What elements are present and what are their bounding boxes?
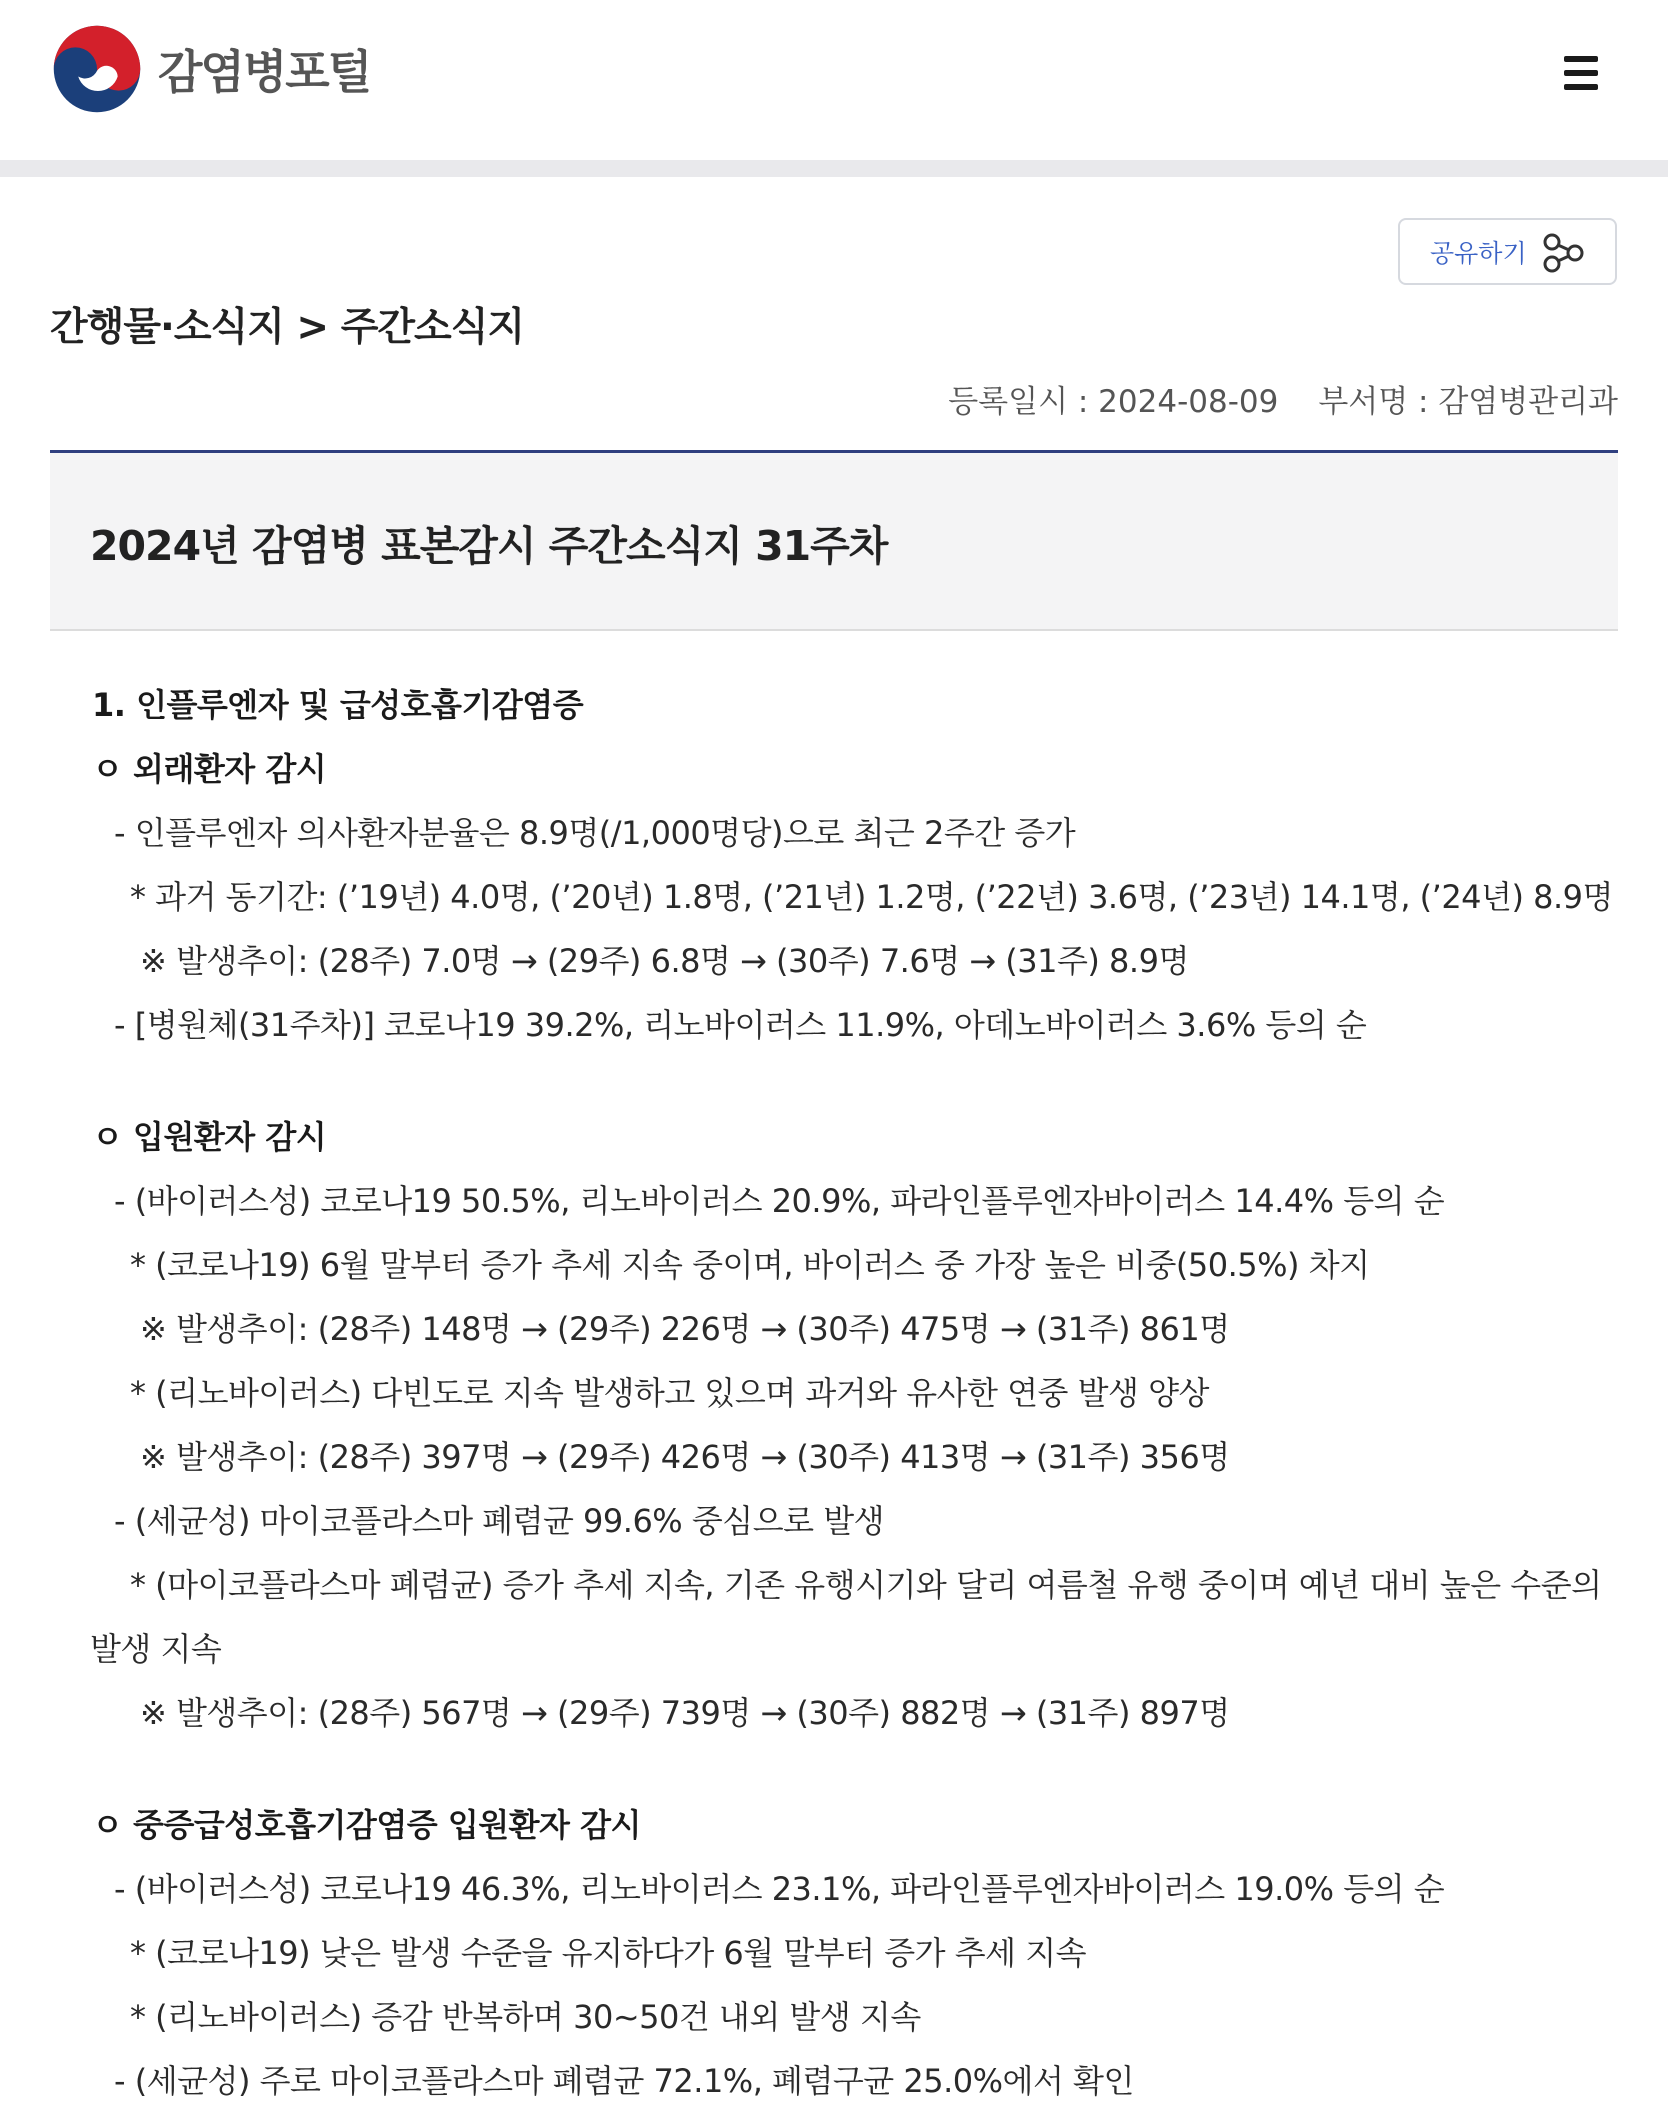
body-line: - (바이러스성) 코로나19 46.3%, 리노바이러스 23.1%, 파라인플루엔자바이러스 19.0% 등의 순	[114, 1870, 1445, 1908]
body-line: - (세균성) 마이코플라스마 폐렴균 99.6% 중심으로 발생	[114, 1502, 885, 1540]
body-line: * (코로나19) 6월 말부터 증가 추세 지속 중이며, 바이러스 중 가장 높은 비중(50.5%) 차지	[130, 1246, 1370, 1284]
top-header	[0, 0, 1668, 160]
section-heading: 1. 인플루엔자 및 급성호흡기감염증	[92, 686, 584, 724]
subsection-heading: ㅇ 중증급성호흡기감염증 입원환자 감시	[92, 1806, 641, 1844]
post-meta	[948, 376, 1618, 421]
body-line: ※ 발생추이: (28주) 567명 → (29주) 739명 → (30주) 882명 → (31주) 897명	[140, 1694, 1230, 1732]
breadcrumb: 간행물·소식지 > 주간소식지	[50, 305, 525, 350]
taegeuk-logo-icon	[50, 22, 144, 116]
body-line: * (마이코플라스마 폐렴균) 증가 추세 지속, 기존 유행시기와 달리 여름철 유행 중이며 예년 대비 높은 수준의	[130, 1566, 1602, 1604]
body-line: ※ 발생추이: (28주) 148명 → (29주) 226명 → (30주) 475명 → (31주) 861명	[140, 1310, 1230, 1348]
post-department: 부서명 : 감염병관리과	[1318, 384, 1618, 420]
body-line: ※ 발생추이: (28주) 397명 → (29주) 426명 → (30주) 413명 → (31주) 356명	[140, 1438, 1230, 1476]
body-line: ※ 발생추이: (28주) 7.0명 → (29주) 6.8명 → (30주) 7.6명 → (31주) 8.9명	[140, 942, 1189, 980]
body-line: - (세균성) 주로 마이코플라스마 폐렴균 72.1%, 폐렴구균 25.0%에서 확인	[114, 2062, 1134, 2100]
share-button[interactable]	[1398, 218, 1617, 285]
body-line: * 과거 동기간: (’19년) 4.0명, (’20년) 1.8명, (’21년) 1.2명, (’22년) 3.6명, (’23년) 14.1명, (’24년) 8.9명	[130, 878, 1613, 916]
site-name: 감염병포털	[158, 45, 371, 99]
header-divider	[0, 160, 1668, 177]
body-line: - [병원체(31주차)] 코로나19 39.2%, 리노바이러스 11.9%, 아데노바이러스 3.6% 등의 순	[114, 1006, 1367, 1044]
post-date: 등록일시 : 2024-08-09	[948, 384, 1279, 420]
body-line: * (리노바이러스) 다빈도로 지속 발생하고 있으며 과거와 유사한 연중 발생 양상	[130, 1374, 1209, 1412]
site-logo[interactable]	[50, 22, 370, 116]
body-line: 발생 지속	[90, 1630, 222, 1668]
article-title: 2024년 감염병 표본감시 주간소식지 31주차	[90, 522, 888, 570]
share-icon	[1541, 229, 1587, 275]
subsection-heading: ㅇ 외래환자 감시	[92, 750, 327, 788]
body-line: * (코로나19) 낮은 발생 수준을 유지하다가 6월 말부터 증가 추세 지속	[130, 1934, 1087, 1972]
body-line: - (바이러스성) 코로나19 50.5%, 리노바이러스 20.9%, 파라인플루엔자바이러스 14.4% 등의 순	[114, 1182, 1445, 1220]
article-title-box	[50, 450, 1618, 631]
body-line: - 인플루엔자 의사환자분율은 8.9명(/1,000명당)으로 최근 2주간 증가	[114, 814, 1076, 852]
hamburger-menu-icon[interactable]	[1564, 56, 1598, 92]
subsection-heading: ㅇ 입원환자 감시	[92, 1118, 327, 1156]
body-line: * (리노바이러스) 증감 반복하며 30~50건 내외 발생 지속	[130, 1998, 921, 2036]
share-label: 공유하기	[1430, 238, 1527, 268]
